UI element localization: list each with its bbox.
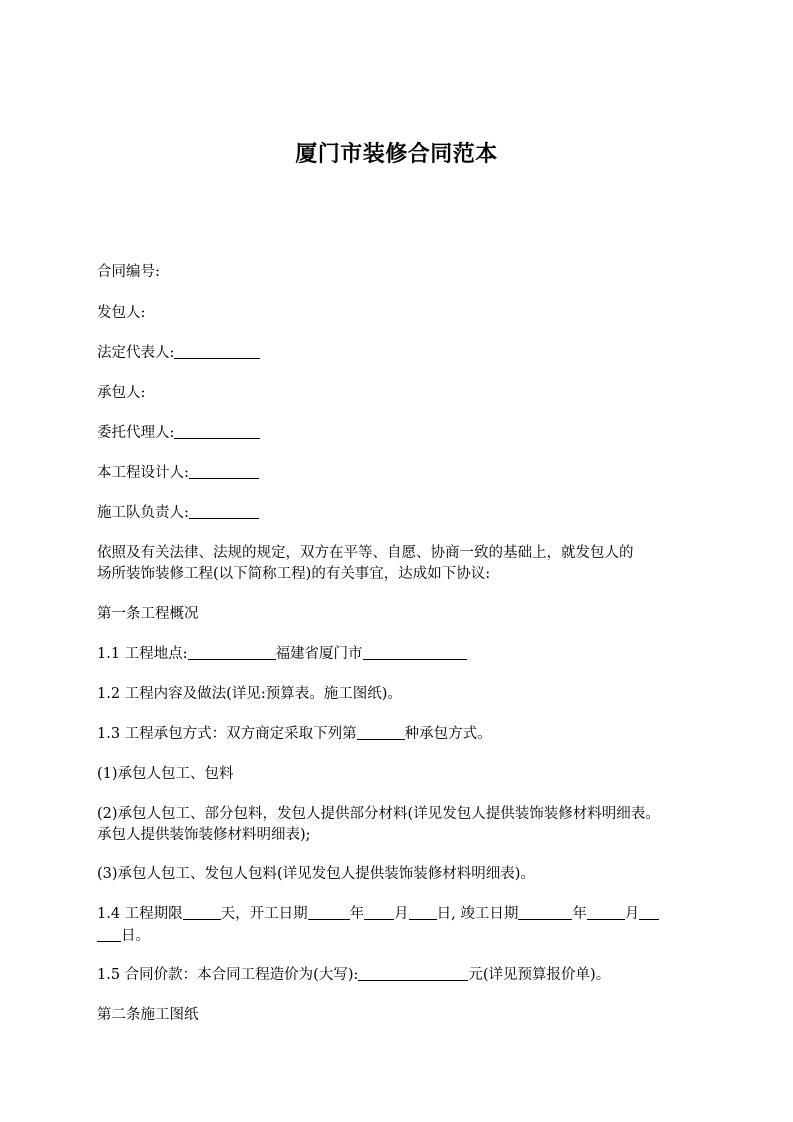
employer-line xyxy=(97,303,717,323)
team-leader-label: 施工队负责人: xyxy=(97,505,189,521)
site-blank[interactable] xyxy=(188,645,276,660)
item-1-3-suffix: 种承包方式。 xyxy=(404,726,492,742)
option-2-line-2: 承包人提供装饰装修材料明细表); xyxy=(97,827,311,843)
contract-mode-blank[interactable] xyxy=(357,725,405,740)
legal-rep-blank[interactable] xyxy=(174,344,260,359)
start-year-unit: 年 xyxy=(349,906,365,922)
contract-number-label: 合同编号: xyxy=(97,264,160,280)
item-1-1-label: 1.1 工程地点: xyxy=(97,646,188,662)
end-month-unit: 月 xyxy=(624,906,640,922)
item-1-2: 1.2 工程内容及做法(详见:预算表。施工图纸)。 xyxy=(97,686,402,702)
item-1-1 xyxy=(97,644,717,664)
designer-blank[interactable] xyxy=(189,464,259,479)
price-suffix: 元(详见预算报价单)。 xyxy=(468,967,611,983)
price-blank[interactable] xyxy=(358,966,468,981)
contractor-line xyxy=(97,383,717,403)
agent-label: 委托代理人: xyxy=(97,425,175,441)
duration-blank[interactable] xyxy=(183,905,221,920)
duration-label: 1.4 工程期限 xyxy=(97,906,183,922)
end-year-unit: 年 xyxy=(572,906,587,922)
agent-line xyxy=(97,423,717,443)
agent-blank[interactable] xyxy=(174,424,260,439)
designer-label: 本工程设计人: xyxy=(97,465,189,481)
end-date-label: 日, 竣工日期 xyxy=(436,906,519,922)
option-1: (1)承包人包工、包料 xyxy=(97,766,234,782)
end-day-unit: 日。 xyxy=(121,928,150,944)
item-1-1-city: 福建省厦门市 xyxy=(275,646,363,662)
article1-heading: 第一条工程概况 xyxy=(97,606,199,622)
item-1-3 xyxy=(97,724,717,744)
intro-line-1: 依照及有关法律、法规的规定，双方在平等、自愿、协商一致的基础上，就发包人的 xyxy=(97,545,634,561)
start-year-blank[interactable] xyxy=(308,905,350,920)
end-year-blank[interactable] xyxy=(518,905,572,920)
address-blank[interactable] xyxy=(363,645,467,660)
start-date-label: 天，开工日期 xyxy=(220,906,308,922)
price-label: 1.5 合同价款：本合同工程造价为(大写): xyxy=(97,967,359,983)
legal-rep-label: 法定代表人: xyxy=(97,345,175,361)
end-month-blank[interactable] xyxy=(587,905,625,920)
option-3: (3)承包人包工、发包人包料(详见发包人提供装饰装修材料明细表)。 xyxy=(97,866,535,882)
employer-label: 发包人: xyxy=(97,305,146,321)
end-day-blank-a[interactable] xyxy=(639,905,659,920)
contractor-label: 承包人: xyxy=(97,385,146,401)
legal-rep-line xyxy=(97,343,717,363)
designer-line xyxy=(97,463,717,483)
item-1-5 xyxy=(97,965,717,985)
article2-heading: 第二条施工图纸 xyxy=(97,1007,199,1023)
intro-line-2: 场所装饰装修工程(以下简称工程)的有关事宜，达成如下协议: xyxy=(97,566,491,582)
team-leader-blank[interactable] xyxy=(189,504,259,519)
document-title: 厦门市装修合同范本 xyxy=(295,142,498,167)
team-leader-line xyxy=(97,503,717,523)
start-month-unit: 月 xyxy=(394,906,409,922)
item-1-4 xyxy=(97,904,717,924)
end-day-blank-b[interactable] xyxy=(97,927,121,942)
start-month-blank[interactable] xyxy=(364,905,394,920)
item-1-3-label: 1.3 工程承包方式：双方商定采取下列第 xyxy=(97,726,357,742)
option-2-line-1: (2)承包人包工、部分包料，发包人提供部分材料(详见发包人提供装饰装修材料明细表。 xyxy=(97,806,660,822)
item-1-4-cont xyxy=(97,926,717,946)
contract-number-line xyxy=(97,262,717,282)
start-day-blank[interactable] xyxy=(409,905,437,920)
